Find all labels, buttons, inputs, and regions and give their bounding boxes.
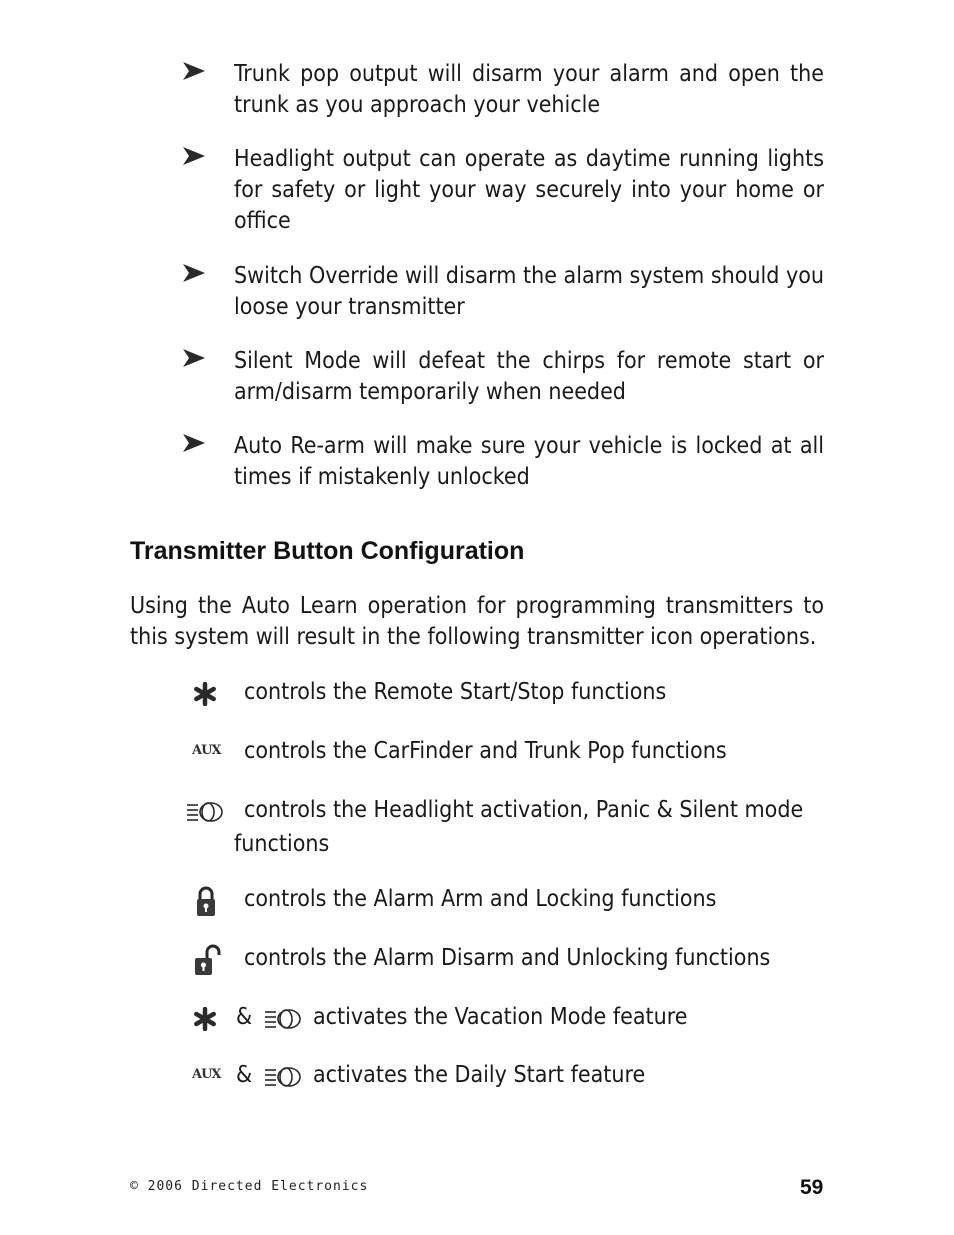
bullet-item	[182, 431, 824, 493]
bullet-text: Auto Re-arm will make sure your vehicle is locked at all times if mistakenly unlocked	[234, 433, 824, 490]
aux-icon: AUX	[192, 1067, 221, 1082]
arrow-bullet-icon	[182, 433, 206, 453]
headlight-icon	[264, 1007, 302, 1031]
copyright-notice: © 2006 Directed Electronics	[130, 1179, 369, 1194]
asterisk-icon	[193, 1007, 217, 1031]
lock-closed-icon	[195, 885, 217, 917]
bullet-item	[182, 346, 824, 408]
arrow-bullet-icon	[182, 61, 206, 81]
arrow-bullet-icon	[182, 263, 206, 283]
icon-row-text: controls the Alarm Arm and Locking functions	[244, 886, 717, 912]
combo-row-text: activates the Daily Start feature	[313, 1062, 646, 1088]
bullet-text: Trunk pop output will disarm your alarm and open the trunk as you approach your vehicle	[234, 61, 824, 118]
ampersand: &	[236, 1004, 253, 1030]
headlight-icon	[264, 1065, 302, 1089]
asterisk-icon	[193, 682, 217, 706]
bullet-text: Headlight output can operate as daytime running lights for safety or light your way securely into your home or office	[234, 146, 824, 234]
section-title: Transmitter Button Configuration	[130, 537, 525, 565]
icon-row-text: controls the CarFinder and Trunk Pop functions	[244, 738, 727, 764]
icon-row-text-continued: functions	[234, 831, 330, 857]
combo-row-text: activates the Vacation Mode feature	[313, 1004, 688, 1030]
page-number: 59	[800, 1176, 824, 1199]
bullet-text: Silent Mode will defeat the chirps for remote start or arm/disarm temporarily when needed	[234, 348, 824, 405]
bullet-item	[182, 59, 824, 121]
icon-row-text: controls the Alarm Disarm and Unlocking functions	[244, 945, 771, 971]
intro-paragraph: Using the Auto Learn operation for programming transmitters to this system will result in the following transmitter icon operations.	[130, 593, 824, 650]
lock-open-icon	[193, 944, 221, 976]
arrow-bullet-icon	[182, 146, 206, 166]
icon-row-text: controls the Headlight activation, Panic & Silent mode	[244, 797, 804, 823]
bullet-text: Switch Override will disarm the alarm system should you loose your transmitter	[234, 263, 824, 320]
headlight-icon	[186, 800, 224, 824]
ampersand: &	[236, 1062, 253, 1088]
arrow-bullet-icon	[182, 348, 206, 368]
bullet-item	[182, 261, 824, 323]
icon-row-text: controls the Remote Start/Stop functions	[244, 679, 667, 705]
aux-icon: AUX	[192, 743, 221, 758]
bullet-item	[182, 144, 824, 237]
